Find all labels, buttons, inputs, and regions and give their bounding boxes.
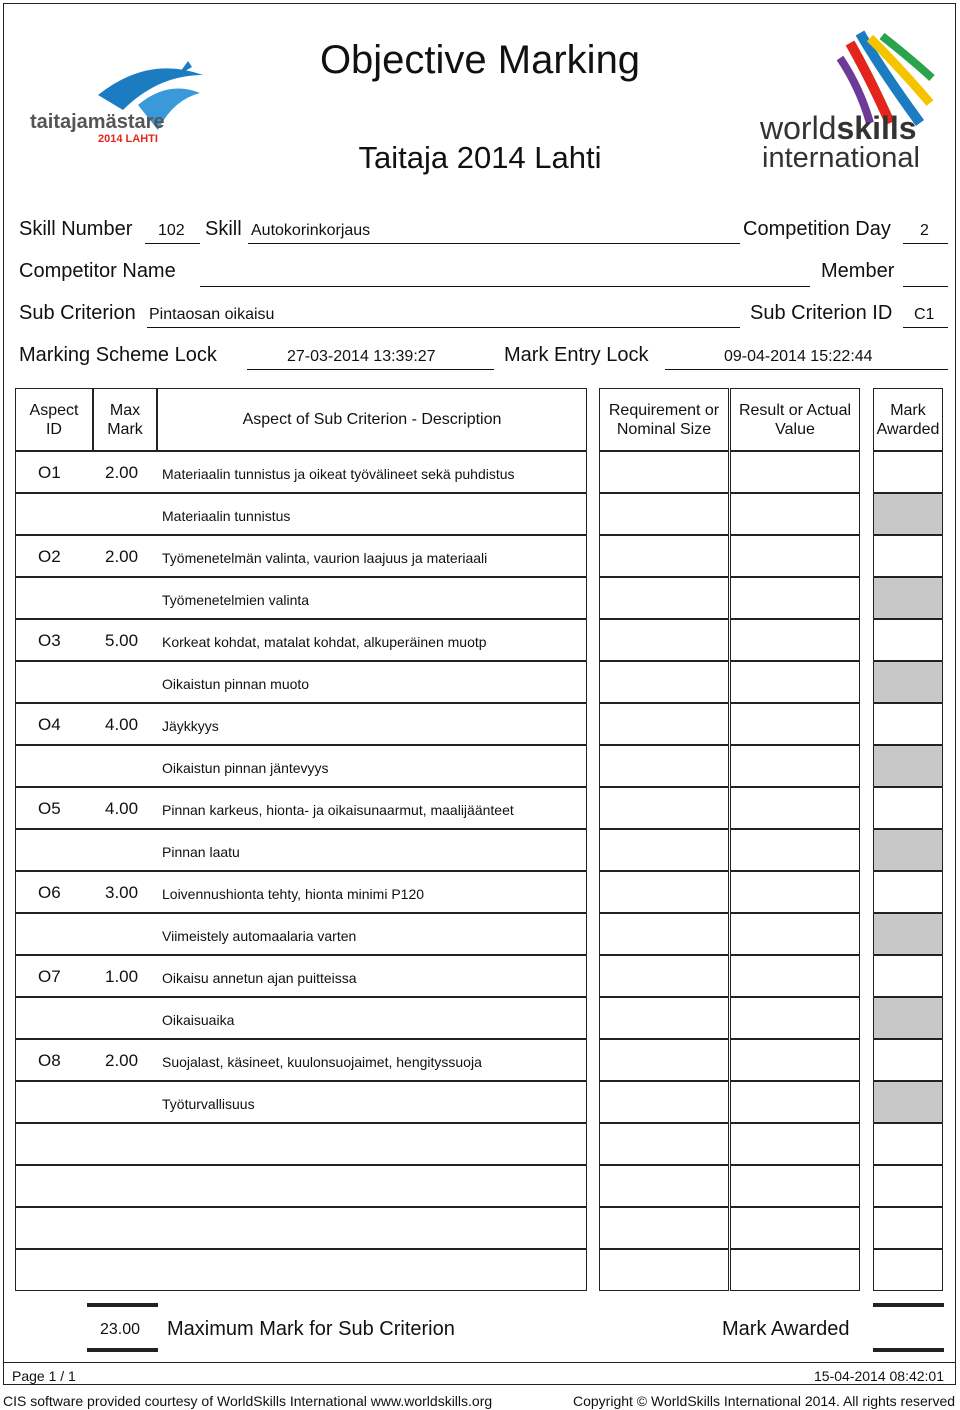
aspect-id: O7 — [38, 967, 61, 986]
aspect-sub-description: Pinnan laatu — [162, 844, 240, 860]
marking-scheme-lock-label: Marking Scheme Lock — [19, 344, 217, 366]
taitaja-logo-year: 2014 LAHTI — [98, 133, 158, 145]
aspect-description: Materiaalin tunnistus ja oikeat työvälineet sekä puhdistus — [162, 466, 515, 482]
requirement-cell[interactable] — [599, 1123, 729, 1165]
table-row — [15, 1249, 587, 1291]
aspect-id: O3 — [38, 631, 61, 650]
requirement-cell[interactable] — [599, 1165, 729, 1207]
result-cell[interactable] — [730, 913, 860, 955]
worldskills-logo-international: international — [762, 142, 920, 174]
result-cell[interactable] — [730, 997, 860, 1039]
result-cell[interactable] — [730, 787, 860, 829]
member-label: Member — [821, 260, 895, 282]
mark-awarded-cell[interactable] — [873, 1123, 943, 1165]
mark-awarded-cell[interactable] — [873, 871, 943, 913]
mark-awarded-cell — [873, 1081, 943, 1123]
requirement-cell[interactable] — [599, 661, 729, 703]
competitor-name-label: Competitor Name — [19, 260, 176, 282]
mark-awarded-cell[interactable] — [873, 955, 943, 997]
requirement-cell[interactable] — [599, 997, 729, 1039]
result-cell[interactable] — [730, 451, 860, 493]
result-cell[interactable] — [730, 577, 860, 619]
result-cell[interactable] — [730, 1123, 860, 1165]
table-row — [15, 1165, 587, 1207]
mark-awarded-cell — [873, 913, 943, 955]
aspect-sub-description: Oikaistun pinnan muoto — [162, 676, 310, 692]
aspect-description: Korkeat kohdat, matalat kohdat, alkuperäinen muotp — [162, 634, 487, 650]
mark-awarded-cell[interactable] — [873, 1249, 943, 1291]
aspect-sub-description: Työturvallisuus — [162, 1096, 255, 1112]
requirement-cell[interactable] — [599, 1081, 729, 1123]
requirement-cell[interactable] — [599, 955, 729, 997]
result-cell[interactable] — [730, 745, 860, 787]
aspect-id: O4 — [38, 715, 61, 734]
mark-awarded-cell — [873, 493, 943, 535]
max-mark-header: Max Mark — [107, 401, 143, 438]
requirement-cell[interactable] — [599, 493, 729, 535]
result-cell[interactable] — [730, 955, 860, 997]
printed-timestamp: 15-04-2014 08:42:01 — [814, 1368, 944, 1384]
result-cell[interactable] — [730, 1249, 860, 1291]
page-subtitle: Taitaja 2014 Lahti — [358, 140, 602, 175]
mark-awarded-cell — [873, 577, 943, 619]
worldskills-logo-world: world — [760, 110, 837, 146]
requirement-cell[interactable] — [599, 1039, 729, 1081]
mark-awarded-cell[interactable] — [873, 535, 943, 577]
mark-awarded-cell[interactable] — [873, 703, 943, 745]
aspect-description: Työmenetelmän valinta, vaurion laajuus ja materiaali — [162, 550, 488, 566]
mark-entry-lock-label: Mark Entry Lock — [504, 344, 649, 366]
result-cell[interactable] — [730, 871, 860, 913]
table-row — [15, 829, 587, 871]
requirement-cell[interactable] — [599, 535, 729, 577]
requirement-cell[interactable] — [599, 1249, 729, 1291]
competition-day-label: Competition Day — [743, 218, 891, 240]
requirement-cell[interactable] — [599, 913, 729, 955]
result-cell[interactable] — [730, 1165, 860, 1207]
max-mark: 1.00 — [105, 967, 139, 986]
mark-awarded-cell — [873, 745, 943, 787]
skill-number-value: 102 — [158, 222, 185, 239]
aspect-description: Suojalast, käsineet, kuulonsuojaimet, hengityssuoja — [162, 1054, 482, 1070]
requirement-cell[interactable] — [599, 829, 729, 871]
skill-number-label: Skill Number — [19, 218, 133, 240]
table-row — [15, 703, 587, 745]
page-title: Objective Marking — [319, 38, 641, 82]
mark-awarded-cell[interactable] — [873, 787, 943, 829]
requirement-header: Requirement or Nominal Size — [608, 401, 720, 438]
marking-scheme-lock-value: 27-03-2014 13:39:27 — [287, 348, 436, 365]
aspect-sub-description: Oikaistun pinnan jäntevyys — [162, 760, 329, 776]
aspect-sub-description: Oikaisuaika — [162, 1012, 235, 1028]
table-row — [15, 1123, 587, 1165]
mark-awarded-total-label: Mark Awarded — [722, 1318, 850, 1340]
max-total-label: Maximum Mark for Sub Criterion — [167, 1318, 455, 1340]
aspect-sub-description: Työmenetelmien valinta — [162, 592, 310, 608]
result-cell[interactable] — [730, 829, 860, 871]
aspect-description: Oikaisu annetun ajan puitteissa — [162, 970, 357, 986]
mark-awarded-cell[interactable] — [873, 619, 943, 661]
aspect-sub-description: Materiaalin tunnistus — [162, 508, 291, 524]
result-cell[interactable] — [730, 703, 860, 745]
mark-entry-lock-value: 09-04-2014 15:22:44 — [724, 348, 873, 365]
copyright-text: Copyright © WorldSkills International 2014. All rights reserved — [573, 1393, 956, 1409]
requirement-cell[interactable] — [599, 451, 729, 493]
mark-awarded-cell — [873, 997, 943, 1039]
requirement-cell[interactable] — [599, 1207, 729, 1249]
mark-awarded-cell[interactable] — [873, 1165, 943, 1207]
result-cell[interactable] — [730, 1207, 860, 1249]
competition-day-value: 2 — [920, 222, 929, 239]
table-row — [15, 1081, 587, 1123]
max-mark: 5.00 — [105, 631, 139, 650]
max-mark: 2.00 — [105, 463, 139, 482]
requirement-cell[interactable] — [599, 745, 729, 787]
mark-awarded-cell[interactable] — [873, 451, 943, 493]
mark-awarded-cell[interactable] — [873, 1207, 943, 1249]
result-cell[interactable] — [730, 1081, 860, 1123]
requirement-cell[interactable] — [599, 787, 729, 829]
sub-criterion-id-value: C1 — [914, 306, 935, 323]
max-mark: 4.00 — [105, 799, 139, 818]
result-cell[interactable] — [730, 1039, 860, 1081]
max-mark: 4.00 — [105, 715, 139, 734]
table-row — [15, 997, 587, 1039]
aspect-description: Pinnan karkeus, hionta- ja oikaisunaarmut, maalijäänteet — [162, 802, 514, 818]
max-total-value: 23.00 — [100, 1321, 141, 1338]
skill-label: Skill — [205, 218, 242, 240]
sub-criterion-label: Sub Criterion — [19, 302, 136, 324]
result-cell[interactable] — [730, 493, 860, 535]
requirement-cell[interactable] — [599, 577, 729, 619]
aspect-description: Jäykkyys — [162, 718, 219, 734]
max-mark: 2.00 — [105, 547, 139, 566]
result-cell[interactable] — [730, 535, 860, 577]
aspect-description: Loivennushionta tehty, hionta minimi P120 — [162, 886, 425, 902]
taitaja-logo-text: taitajamästare — [30, 111, 165, 133]
mark-awarded-header: Mark Awarded — [876, 401, 940, 438]
requirement-cell[interactable] — [599, 703, 729, 745]
worldskills-logo-skills: skills — [836, 110, 917, 146]
result-header: Result or Actual Value — [738, 401, 852, 438]
result-cell[interactable] — [730, 619, 860, 661]
aspect-id-header: Aspect ID — [29, 401, 79, 438]
aspect-id: O6 — [38, 883, 61, 902]
max-mark: 3.00 — [105, 883, 139, 902]
description-header: Aspect of Sub Criterion - Description — [242, 411, 502, 428]
sub-criterion-id-label: Sub Criterion ID — [750, 302, 893, 324]
mark-awarded-cell[interactable] — [873, 1039, 943, 1081]
sub-criterion-value: Pintaosan oikaisu — [149, 306, 275, 323]
requirement-cell[interactable] — [599, 619, 729, 661]
mark-awarded-cell — [873, 661, 943, 703]
max-mark: 2.00 — [105, 1051, 139, 1070]
mark-awarded-cell — [873, 829, 943, 871]
skill-value: Autokorinkorjaus — [251, 222, 371, 239]
aspect-id: O8 — [38, 1051, 61, 1070]
aspect-sub-description: Viimeistely automaalaria varten — [162, 928, 357, 944]
requirement-cell[interactable] — [599, 871, 729, 913]
page-number: Page 1 / 1 — [12, 1368, 76, 1384]
table-row — [15, 1207, 587, 1249]
table-row — [15, 493, 587, 535]
aspect-id: O5 — [38, 799, 61, 818]
courtesy-text: CIS software provided courtesy of WorldSkills International www.worldskills.org — [3, 1393, 493, 1409]
result-cell[interactable] — [730, 661, 860, 703]
aspect-id: O2 — [38, 547, 61, 566]
aspect-id: O1 — [38, 463, 61, 482]
